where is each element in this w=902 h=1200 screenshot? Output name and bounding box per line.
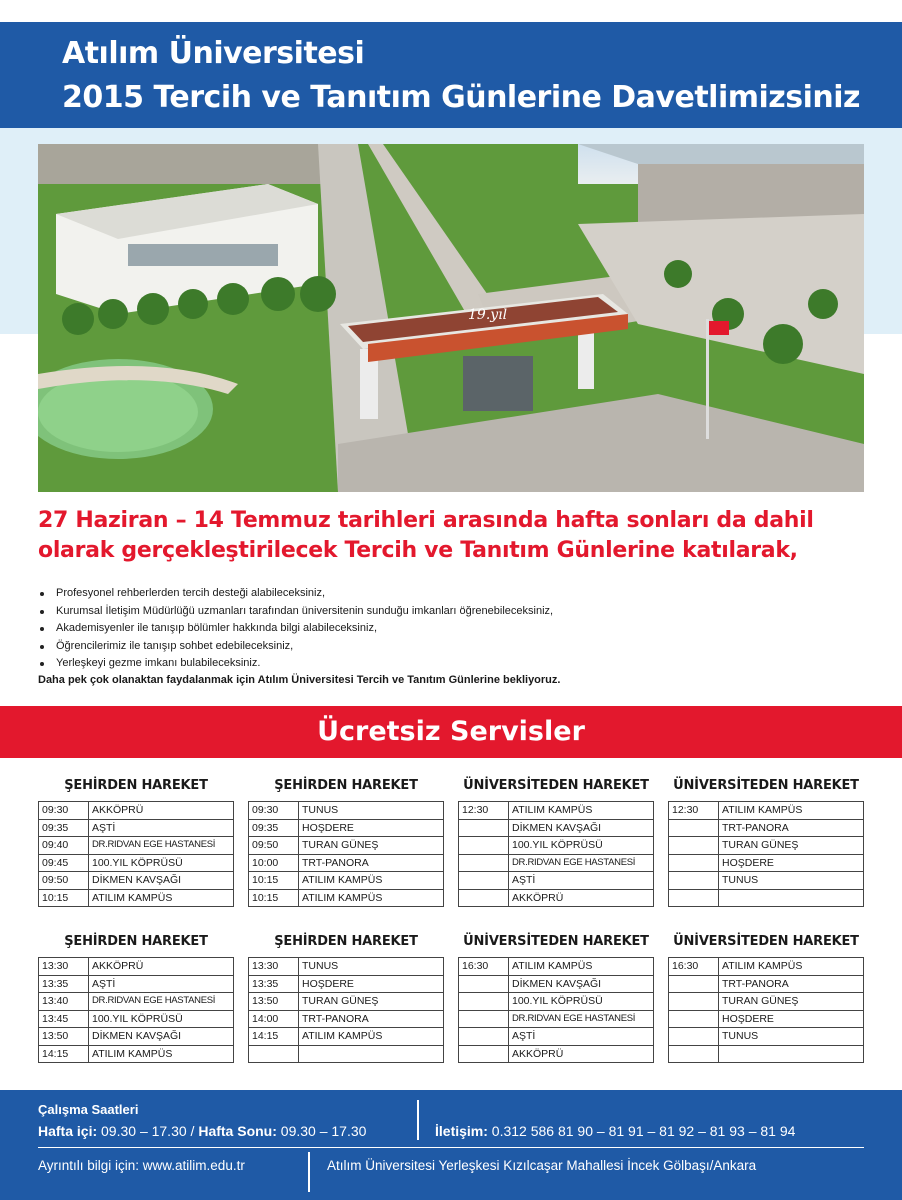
divider bbox=[308, 1152, 310, 1192]
contact-numbers: 0.312 586 81 90 – 81 91 – 81 92 – 81 93 – 81 94 bbox=[487, 1123, 796, 1139]
stop-name bbox=[719, 889, 864, 907]
route-title: ÜNİVERSİTEDEN HAREKET bbox=[673, 934, 859, 949]
stop-name: 100.YIL KÖPRÜSÜ bbox=[509, 993, 654, 1011]
stop-name: TUNUS bbox=[299, 958, 444, 976]
table-row bbox=[249, 889, 444, 907]
services-title: Ücretsiz Servisler bbox=[0, 706, 902, 758]
table-row bbox=[459, 958, 654, 976]
table-row bbox=[249, 975, 444, 993]
departure-time: 14:15 bbox=[249, 1028, 299, 1046]
benefit-list bbox=[38, 585, 878, 673]
table-row bbox=[459, 993, 654, 1011]
departure-time: 13:30 bbox=[39, 958, 89, 976]
stop-name: TRT-PANORA bbox=[299, 854, 444, 872]
stop-name: DİKMEN KAVŞAĞI bbox=[89, 1028, 234, 1046]
university-name: Atılım Üniversitesi bbox=[62, 36, 365, 71]
table-row bbox=[249, 1010, 444, 1028]
working-hours bbox=[38, 1123, 366, 1139]
departure-time bbox=[669, 819, 719, 837]
table-row bbox=[669, 1028, 864, 1046]
departure-time: 09:50 bbox=[249, 837, 299, 855]
departure-time: 16:30 bbox=[669, 958, 719, 976]
departure-time bbox=[669, 854, 719, 872]
departure-time: 13:30 bbox=[249, 958, 299, 976]
table-row bbox=[459, 975, 654, 993]
stop-name: DR.RIDVAN EGE HASTANESİ bbox=[89, 837, 234, 855]
departure-time bbox=[669, 837, 719, 855]
table-row bbox=[459, 1010, 654, 1028]
gate-sign-text: 19.yıl bbox=[468, 307, 508, 323]
stop-name: TUNUS bbox=[719, 1028, 864, 1046]
table-row bbox=[39, 1028, 234, 1046]
stop-name: DR.RIDVAN EGE HASTANESİ bbox=[89, 993, 234, 1011]
table-row bbox=[669, 819, 864, 837]
divider bbox=[38, 1147, 864, 1148]
table-row bbox=[249, 819, 444, 837]
table-row bbox=[39, 975, 234, 993]
stop-name: AKKÖPRÜ bbox=[509, 889, 654, 907]
stop-name: AŞTİ bbox=[509, 1028, 654, 1046]
table-row bbox=[669, 802, 864, 820]
departure-time: 10:15 bbox=[39, 889, 89, 907]
headline-line-2: olarak gerçekleştirilecek Tercih ve Tanıtım Günlerine katılarak, bbox=[38, 538, 798, 563]
stop-name: DİKMEN KAVŞAĞI bbox=[89, 872, 234, 890]
table-row bbox=[39, 1010, 234, 1028]
table-row bbox=[39, 854, 234, 872]
stop-name: ATILIM KAMPÜS bbox=[299, 889, 444, 907]
stop-name: AŞTİ bbox=[89, 975, 234, 993]
stop-name: HOŞDERE bbox=[299, 819, 444, 837]
route-table bbox=[38, 801, 234, 907]
departure-time bbox=[669, 1045, 719, 1063]
address: Atılım Üniversitesi Yerleşkesi Kızılcaşar Mahallesi İncek Gölbaşı/Ankara bbox=[327, 1158, 757, 1173]
departure-time bbox=[459, 872, 509, 890]
departure-time: 14:00 bbox=[249, 1010, 299, 1028]
table-row bbox=[459, 1045, 654, 1063]
departure-time bbox=[459, 1028, 509, 1046]
event-headline bbox=[38, 506, 878, 566]
departure-time bbox=[459, 1045, 509, 1063]
route-title: ŞEHİRDEN HAREKET bbox=[64, 934, 208, 949]
table-row bbox=[459, 1028, 654, 1046]
contact-label: İletişim: bbox=[435, 1123, 488, 1139]
table-row bbox=[459, 854, 654, 872]
table-row bbox=[249, 802, 444, 820]
route-table bbox=[458, 801, 654, 907]
table-row bbox=[39, 872, 234, 890]
departure-time bbox=[669, 1028, 719, 1046]
table-row bbox=[249, 872, 444, 890]
list-item: Öğrencilerimiz ile tanışıp sohbet edebileceksiniz, bbox=[38, 638, 878, 656]
departure-time: 09:30 bbox=[39, 802, 89, 820]
stop-name: 100.YIL KÖPRÜSÜ bbox=[89, 854, 234, 872]
departure-time bbox=[249, 1045, 299, 1063]
route-title: ŞEHİRDEN HAREKET bbox=[274, 778, 418, 793]
weekend-label: Hafta Sonu: bbox=[198, 1123, 277, 1139]
stop-name: TUNUS bbox=[719, 872, 864, 890]
table-row bbox=[669, 889, 864, 907]
departure-time bbox=[459, 993, 509, 1011]
working-hours-label: Çalışma Saatleri bbox=[38, 1102, 139, 1117]
departure-time: 13:40 bbox=[39, 993, 89, 1011]
departure-time: 10:15 bbox=[249, 872, 299, 890]
departure-time: 13:50 bbox=[249, 993, 299, 1011]
table-row bbox=[249, 993, 444, 1011]
route-title: ÜNİVERSİTEDEN HAREKET bbox=[463, 934, 649, 949]
table-row bbox=[39, 819, 234, 837]
table-row bbox=[249, 958, 444, 976]
stop-name: HOŞDERE bbox=[719, 1010, 864, 1028]
stop-name: TRT-PANORA bbox=[719, 975, 864, 993]
departure-time bbox=[669, 993, 719, 1011]
departure-time: 13:35 bbox=[249, 975, 299, 993]
departure-time: 13:45 bbox=[39, 1010, 89, 1028]
departure-time: 09:30 bbox=[249, 802, 299, 820]
stop-name: AKKÖPRÜ bbox=[89, 958, 234, 976]
stop-name: TRT-PANORA bbox=[719, 819, 864, 837]
website-link[interactable]: Ayrıntılı bilgi için: www.atilim.edu.tr bbox=[38, 1158, 245, 1173]
list-item: Profesyonel rehberlerden tercih desteği alabileceksiniz, bbox=[38, 585, 878, 603]
route-table bbox=[668, 957, 864, 1063]
list-item: Yerleşkeyi gezme imkanı bulabileceksiniz. bbox=[38, 655, 878, 673]
stop-name: DİKMEN KAVŞAĞI bbox=[509, 819, 654, 837]
table-row bbox=[249, 837, 444, 855]
departure-time bbox=[459, 854, 509, 872]
departure-time: 09:50 bbox=[39, 872, 89, 890]
stop-name: ATILIM KAMPÜS bbox=[89, 889, 234, 907]
departure-time bbox=[669, 975, 719, 993]
table-row bbox=[39, 889, 234, 907]
divider bbox=[417, 1100, 419, 1140]
campus-photo bbox=[38, 144, 864, 492]
stop-name: HOŞDERE bbox=[719, 854, 864, 872]
departure-time: 12:30 bbox=[459, 802, 509, 820]
stop-name: TURAN GÜNEŞ bbox=[299, 993, 444, 1011]
route-table bbox=[248, 801, 444, 907]
departure-time bbox=[669, 872, 719, 890]
stop-name: AKKÖPRÜ bbox=[89, 802, 234, 820]
table-row bbox=[249, 1028, 444, 1046]
stop-name: TURAN GÜNEŞ bbox=[719, 837, 864, 855]
table-row bbox=[39, 993, 234, 1011]
departure-time: 10:00 bbox=[249, 854, 299, 872]
table-row bbox=[669, 854, 864, 872]
stop-name: TUNUS bbox=[299, 802, 444, 820]
departure-time: 12:30 bbox=[669, 802, 719, 820]
stop-name: DR.RIDVAN EGE HASTANESİ bbox=[509, 854, 654, 872]
stop-name bbox=[719, 1045, 864, 1063]
table-row bbox=[669, 993, 864, 1011]
table-row bbox=[39, 802, 234, 820]
route-title: ŞEHİRDEN HAREKET bbox=[64, 778, 208, 793]
list-item: Akademisyenler ile tanışıp bölümler hakkında bilgi alabileceksiniz, bbox=[38, 620, 878, 638]
route-title: ÜNİVERSİTEDEN HAREKET bbox=[673, 778, 859, 793]
stop-name: 100.YIL KÖPRÜSÜ bbox=[509, 837, 654, 855]
stop-name: TRT-PANORA bbox=[299, 1010, 444, 1028]
stop-name: ATILIM KAMPÜS bbox=[89, 1045, 234, 1063]
departure-time bbox=[669, 889, 719, 907]
table-row bbox=[39, 958, 234, 976]
stop-name: DR.RIDVAN EGE HASTANESİ bbox=[509, 1010, 654, 1028]
stop-name: AŞTİ bbox=[89, 819, 234, 837]
closing-text: Daha pek çok olanaktan faydalanmak için Atılım Üniversitesi Tercih ve Tanıtım Günlerine bekliyoruz. bbox=[38, 674, 561, 686]
departure-time: 10:15 bbox=[249, 889, 299, 907]
table-row bbox=[669, 837, 864, 855]
departure-time: 14:15 bbox=[39, 1045, 89, 1063]
stop-name: ATILIM KAMPÜS bbox=[299, 872, 444, 890]
departure-time bbox=[459, 837, 509, 855]
stop-name: AŞTİ bbox=[509, 872, 654, 890]
stop-name: ATILIM KAMPÜS bbox=[719, 802, 864, 820]
footer bbox=[0, 1090, 902, 1200]
table-row bbox=[459, 889, 654, 907]
weekday-label: Hafta içi: bbox=[38, 1123, 98, 1139]
route-title: ÜNİVERSİTEDEN HAREKET bbox=[463, 778, 649, 793]
table-row bbox=[39, 837, 234, 855]
stop-name: HOŞDERE bbox=[299, 975, 444, 993]
stop-name: DİKMEN KAVŞAĞI bbox=[509, 975, 654, 993]
departure-time: 16:30 bbox=[459, 958, 509, 976]
stop-name: ATILIM KAMPÜS bbox=[299, 1028, 444, 1046]
stop-name: TURAN GÜNEŞ bbox=[719, 993, 864, 1011]
table-row bbox=[39, 1045, 234, 1063]
route-table bbox=[668, 801, 864, 907]
departure-time: 13:50 bbox=[39, 1028, 89, 1046]
route-table bbox=[38, 957, 234, 1063]
departure-time: 09:35 bbox=[249, 819, 299, 837]
stop-name: 100.YIL KÖPRÜSÜ bbox=[89, 1010, 234, 1028]
contact-info bbox=[435, 1123, 795, 1139]
stop-name: ATILIM KAMPÜS bbox=[509, 802, 654, 820]
stop-name: ATILIM KAMPÜS bbox=[509, 958, 654, 976]
headline-line-1: 27 Haziran – 14 Temmuz tarihleri arasında hafta sonları da dahil bbox=[38, 508, 814, 533]
departure-time bbox=[459, 1010, 509, 1028]
route-title: ŞEHİRDEN HAREKET bbox=[274, 934, 418, 949]
table-row bbox=[669, 975, 864, 993]
table-row bbox=[459, 872, 654, 890]
stop-name bbox=[299, 1045, 444, 1063]
departure-time: 09:45 bbox=[39, 854, 89, 872]
departure-time: 09:40 bbox=[39, 837, 89, 855]
table-row bbox=[669, 872, 864, 890]
departure-time bbox=[459, 889, 509, 907]
departure-time bbox=[459, 819, 509, 837]
table-row bbox=[459, 837, 654, 855]
weekday-hours: 09.30 – 17.30 / bbox=[97, 1123, 199, 1139]
weekend-hours: 09.30 – 17.30 bbox=[276, 1123, 367, 1139]
route-table bbox=[248, 957, 444, 1063]
stop-name: AKKÖPRÜ bbox=[509, 1045, 654, 1063]
header-banner bbox=[0, 22, 902, 128]
table-row bbox=[459, 802, 654, 820]
departure-time: 13:35 bbox=[39, 975, 89, 993]
departure-time bbox=[669, 1010, 719, 1028]
departure-time bbox=[459, 975, 509, 993]
table-row bbox=[459, 819, 654, 837]
table-row bbox=[669, 958, 864, 976]
departure-time: 09:35 bbox=[39, 819, 89, 837]
table-row bbox=[669, 1010, 864, 1028]
stop-name: ATILIM KAMPÜS bbox=[719, 958, 864, 976]
route-table bbox=[458, 957, 654, 1063]
table-row bbox=[249, 854, 444, 872]
invitation-title: 2015 Tercih ve Tanıtım Günlerine Davetlimizsiniz bbox=[62, 80, 860, 115]
list-item: Kurumsal İletişim Müdürlüğü uzmanları tarafından üniversitenin sunduğu imkanları öğrenebileceksiniz, bbox=[38, 603, 878, 621]
table-row bbox=[669, 1045, 864, 1063]
stop-name: TURAN GÜNEŞ bbox=[299, 837, 444, 855]
table-row bbox=[249, 1045, 444, 1063]
